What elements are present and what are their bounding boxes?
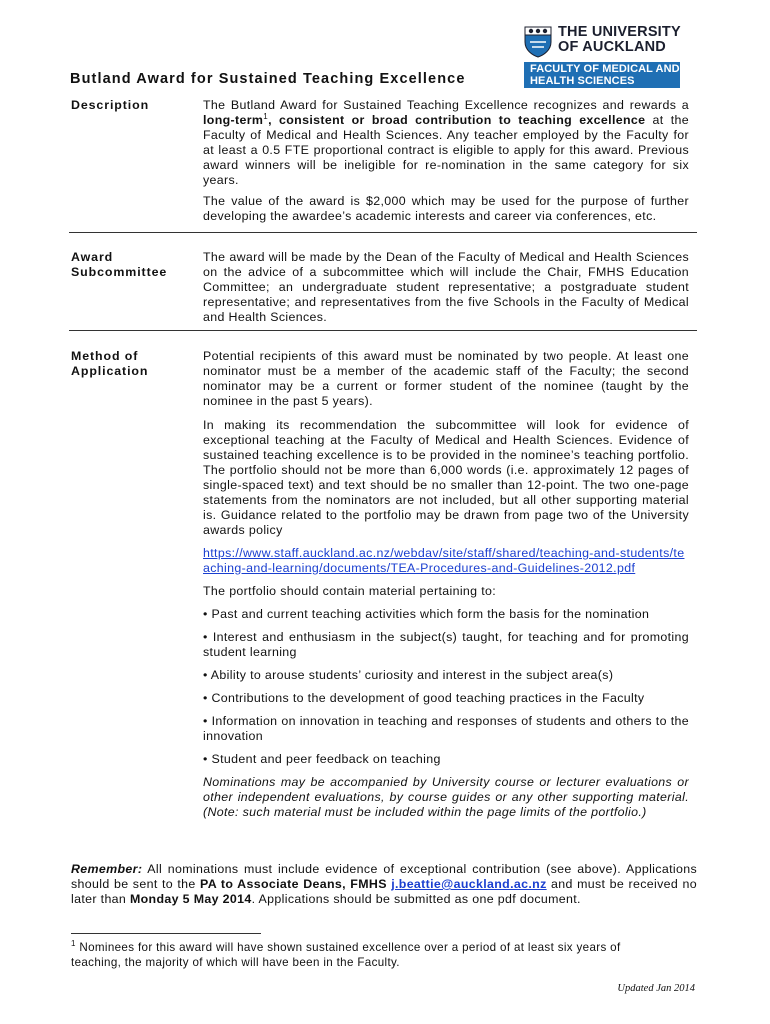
page-title: Butland Award for Sustained Teaching Excellence (70, 71, 466, 87)
list-item: • Ability to arouse students’ curiosity and interest in the subject area(s) (203, 668, 614, 682)
section-divider (69, 330, 697, 331)
footnote: $^1$ Nominees for this award will have shown sustained excellence over a period of at least six years of teaching, the majority of which will have been in the Faculty. (71, 939, 621, 969)
description-section (203, 98, 689, 230)
subcommittee-paragraph: The award will be made by the Dean of the Faculty of Medical and Health Sciences on the advice of a subcommittee which will include the Chair, FMHS Education Committee; an undergraduate student representative; a postgraduate student representative; and representatives from the five Schools in the Faculty of Medical and Health Sciences. (203, 250, 689, 324)
description-paragraph: The Butland Award for Sustained Teaching Excellence recognizes and rewards a long-term$^1$, consistent or broad contribution to teaching excellence at the Faculty of Medical and Health Sciences. Any teacher employed by the Faculty for at least a 0.5 FTE proportional contract is eligible to apply for this award. Previous award winners will be ineligible for re-nomination in the same category for six years. (203, 98, 689, 187)
crest-icon (524, 26, 552, 58)
list-item: • Contributions to the development of good teaching practices in the Faculty (203, 691, 645, 705)
description-label: Description (71, 98, 150, 112)
list-item: • Student and peer feedback on teaching (203, 752, 441, 766)
footnote-ref: 1 (263, 111, 269, 121)
portfolio-intro: The portfolio should contain material pertaining to: (203, 584, 497, 598)
awards-policy-link[interactable]: https://www.staff.auckland.ac.nz/webdav/site/staff/shared/teaching-and-students/teaching-and-learning/documents/TEA-Procedures-and-Guidelines-2012.pdf (203, 546, 685, 575)
remember-paragraph: Remember: All nominations must include evidence of exceptional contribution (see above). Applications should be sent to the PA to Associate Deans, FMHS j.beattie@auckland.ac.nz and must be received no later than Monday 5 May 2014. Applications should be submitted as one pdf document. (71, 862, 697, 906)
list-item: • Information on innovation in teaching and responses of students and others to the innovation (203, 714, 689, 743)
nominations-note: Nominations may be accompanied by University course or lecturer evaluations or other independent evaluations, by course guides or any other supporting material. (Note: such material must be included within the page limits of the portfolio.) (203, 775, 689, 819)
award-value-paragraph: The value of the award is $2,000 which may be used for the purpose of further developing the awardee’s academic interests and career via conferences, etc. (203, 194, 689, 223)
method-section (203, 349, 689, 826)
updated-date: Updated Jan 2014 (617, 983, 695, 994)
subcommittee-section (203, 250, 689, 331)
email-link[interactable]: j.beattie@auckland.ac.nz (391, 877, 547, 891)
footnote-divider (71, 933, 261, 934)
nomination-paragraph: Potential recipients of this award must be nominated by two people. At least one nominator must be a member of the academic staff of the Faculty; the second nominator may be a current or former student of the nominee (taught by the nominee in the past 5 years). (203, 349, 689, 408)
section-divider (69, 232, 697, 233)
evidence-paragraph: In making its recommendation the subcommittee will look for evidence of exceptional teaching at the Faculty of Medical and Health Sciences. Evidence of sustained teaching excellence is to be provided in the nominee’s teaching portfolio. The portfolio should not be more than 6,000 words (i.e. approximately 12 pages of single-spaced text) and text should be no smaller than 12-point. The two one-page statements from the nominators are not included, but all other supporting material is. Guidance related to the portfolio may be drawn from page two of the University awards policy (203, 418, 689, 537)
faculty-band: FACULTY OF MEDICAL AND HEALTH SCIENCES (524, 62, 680, 88)
university-logo (524, 24, 684, 86)
list-item: • Interest and enthusiasm in the subject(s) taught, for teaching and for promoting student learning (203, 630, 689, 659)
university-name: THE UNIVERSITY OF AUCKLAND (558, 24, 681, 55)
subcommittee-label: Award Subcommittee (71, 250, 168, 279)
method-label: Method of Application (71, 349, 149, 378)
list-item: • Past and current teaching activities which form the basis for the nomination (203, 607, 650, 621)
